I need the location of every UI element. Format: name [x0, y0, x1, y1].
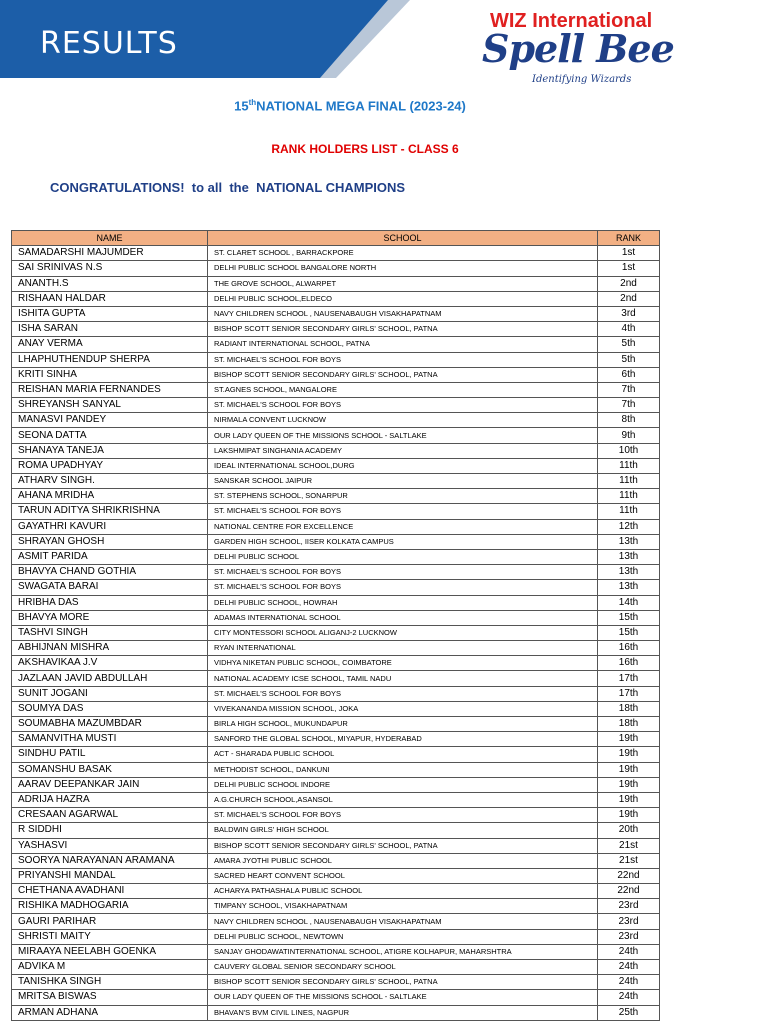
table-row [12, 762, 660, 777]
table-row [12, 701, 660, 716]
cell-name: HRIBHA DAS [12, 595, 208, 610]
cell-name: ANANTH.S [12, 276, 208, 291]
cell-name: TARUN ADITYA SHRIKRISHNA [12, 504, 208, 519]
cell-name: RISHIKA MADHOGARIA [12, 899, 208, 914]
cell-name: SINDHU PATIL [12, 747, 208, 762]
cell-rank: 17th [598, 671, 660, 686]
cell-name: LHAPHUTHENDUP SHERPA [12, 352, 208, 367]
cell-school: NIRMALA CONVENT LUCKNOW [208, 413, 598, 428]
table-row [12, 884, 660, 899]
cell-school: RADIANT INTERNATIONAL SCHOOL, PATNA [208, 337, 598, 352]
cell-school: SANSKAR SCHOOL JAIPUR [208, 474, 598, 489]
cell-school: ST. MICHAEL'S SCHOOL FOR BOYS [208, 686, 598, 701]
cell-school: ST. MICHAEL'S SCHOOL FOR BOYS [208, 808, 598, 823]
table-row [12, 717, 660, 732]
table-row [12, 352, 660, 367]
event-title [0, 98, 700, 113]
cell-school: ACHARYA PATHASHALA PUBLIC SCHOOL [208, 884, 598, 899]
cell-school: SANJAY GHODAWATINTERNATIONAL SCHOOL, ATIGRE KOLHAPUR, MAHARSHTRA [208, 944, 598, 959]
cell-name: CHETHANA AVADHANI [12, 884, 208, 899]
cell-school: DELHI PUBLIC SCHOOL INDORE [208, 777, 598, 792]
cell-name: SHRISTI MAITY [12, 929, 208, 944]
table-row [12, 656, 660, 671]
cell-school: SANFORD THE GLOBAL SCHOOL, MIYAPUR, HYDERABAD [208, 732, 598, 747]
cell-name: AKSHAVIKAA J.V [12, 656, 208, 671]
table-row [12, 474, 660, 489]
cell-school: LAKSHMIPAT SINGHANIA ACADEMY [208, 443, 598, 458]
table-row [12, 944, 660, 959]
cell-school: ST. MICHAEL'S SCHOOL FOR BOYS [208, 352, 598, 367]
table-row [12, 549, 660, 564]
cell-rank: 11th [598, 474, 660, 489]
table-row [12, 853, 660, 868]
cell-school: ST. MICHAEL'S SCHOOL FOR BOYS [208, 565, 598, 580]
cell-rank: 7th [598, 382, 660, 397]
cell-school: THE GROVE SCHOOL, ALWARPET [208, 276, 598, 291]
cell-school: OUR LADY QUEEN OF THE MISSIONS SCHOOL - SALTLAKE [208, 428, 598, 443]
cell-name: GAURI PARIHAR [12, 914, 208, 929]
table-row [12, 306, 660, 321]
table-row [12, 276, 660, 291]
cell-name: ISHITA GUPTA [12, 306, 208, 321]
cell-rank: 17th [598, 686, 660, 701]
cell-school: ST. STEPHENS SCHOOL, SONARPUR [208, 489, 598, 504]
table-row [12, 823, 660, 838]
cell-name: AHANA MRIDHA [12, 489, 208, 504]
cell-name: BHAVYA CHAND GOTHIA [12, 565, 208, 580]
cell-rank: 7th [598, 398, 660, 413]
cell-rank: 2nd [598, 276, 660, 291]
cell-name: ABHIJNAN MISHRA [12, 641, 208, 656]
cell-name: MRITSA BISWAS [12, 990, 208, 1005]
cell-school: BISHOP SCOTT SENIOR SECONDARY GIRLS' SCHOOL, PATNA [208, 367, 598, 382]
cell-rank: 24th [598, 990, 660, 1005]
cell-name: ATHARV SINGH. [12, 474, 208, 489]
table-row [12, 595, 660, 610]
cell-school: ACT - SHARADA PUBLIC SCHOOL [208, 747, 598, 762]
cell-name: ADRIJA HAZRA [12, 792, 208, 807]
table-row [12, 975, 660, 990]
cell-name: TANISHKA SINGH [12, 975, 208, 990]
cell-name: SHANAYA TANEJA [12, 443, 208, 458]
cell-name: SOUMYA DAS [12, 701, 208, 716]
cell-school: ST. CLARET SCHOOL , BARRACKPORE [208, 246, 598, 261]
cell-name: ARMAN ADHANA [12, 1005, 208, 1020]
table-row [12, 990, 660, 1005]
cell-rank: 13th [598, 565, 660, 580]
header-rank: RANK [598, 231, 660, 246]
cell-school: BALDWIN GIRLS' HIGH SCHOOL [208, 823, 598, 838]
table-row [12, 443, 660, 458]
cell-rank: 21st [598, 838, 660, 853]
cell-rank: 4th [598, 322, 660, 337]
table-row [12, 625, 660, 640]
cell-name: R SIDDHI [12, 823, 208, 838]
header-name: NAME [12, 231, 208, 246]
cell-school: DELHI PUBLIC SCHOOL,ELDECO [208, 291, 598, 306]
cell-school: BISHOP SCOTT SENIOR SECONDARY GIRLS' SCHOOL, PATNA [208, 975, 598, 990]
cell-rank: 18th [598, 717, 660, 732]
results-banner [0, 0, 420, 78]
cell-school: BIRLA HIGH SCHOOL, MUKUNDAPUR [208, 717, 598, 732]
cell-school: AMARA JYOTHI PUBLIC SCHOOL [208, 853, 598, 868]
cell-rank: 20th [598, 823, 660, 838]
cell-rank: 5th [598, 352, 660, 367]
table-row [12, 428, 660, 443]
cell-school: NAVY CHILDREN SCHOOL , NAUSENABAUGH VISAKHAPATNAM [208, 914, 598, 929]
cell-rank: 23rd [598, 929, 660, 944]
cell-school: DELHI PUBLIC SCHOOL BANGALORE NORTH [208, 261, 598, 276]
cell-name: KRITI SINHA [12, 367, 208, 382]
cell-rank: 21st [598, 853, 660, 868]
cell-rank: 2nd [598, 291, 660, 306]
banner-title: RESULTS [40, 26, 178, 61]
cell-rank: 22nd [598, 884, 660, 899]
cell-school: GARDEN HIGH SCHOOL, IISER KOLKATA CAMPUS [208, 534, 598, 549]
cell-name: ASMIT PARIDA [12, 549, 208, 564]
cell-rank: 19th [598, 732, 660, 747]
cell-rank: 15th [598, 610, 660, 625]
cell-rank: 11th [598, 458, 660, 473]
cell-rank: 16th [598, 656, 660, 671]
table-row [12, 899, 660, 914]
cell-name: TASHVI SINGH [12, 625, 208, 640]
cell-rank: 23rd [598, 899, 660, 914]
cell-name: AARAV DEEPANKAR JAIN [12, 777, 208, 792]
cell-school: METHODIST SCHOOL, DANKUNI [208, 762, 598, 777]
cell-school: RYAN INTERNATIONAL [208, 641, 598, 656]
table-row [12, 261, 660, 276]
table-row [12, 671, 660, 686]
cell-rank: 5th [598, 337, 660, 352]
cell-name: CRESAAN AGARWAL [12, 808, 208, 823]
cell-rank: 19th [598, 808, 660, 823]
cell-name: SHRAYAN GHOSH [12, 534, 208, 549]
cell-rank: 19th [598, 747, 660, 762]
cell-school: VIVEKANANDA MISSION SCHOOL, JOKA [208, 701, 598, 716]
cell-rank: 6th [598, 367, 660, 382]
cell-rank: 12th [598, 519, 660, 534]
table-row [12, 1005, 660, 1020]
cell-school: A.G.CHURCH SCHOOL,ASANSOL [208, 792, 598, 807]
cell-school: OUR LADY QUEEN OF THE MISSIONS SCHOOL - SALTLAKE [208, 990, 598, 1005]
cell-name: SHREYANSH SANYAL [12, 398, 208, 413]
cell-rank: 10th [598, 443, 660, 458]
table-row [12, 367, 660, 382]
table-row [12, 322, 660, 337]
table-row [12, 565, 660, 580]
cell-rank: 18th [598, 701, 660, 716]
table-row [12, 398, 660, 413]
cell-name: REISHAN MARIA FERNANDES [12, 382, 208, 397]
table-row [12, 747, 660, 762]
cell-rank: 3rd [598, 306, 660, 321]
cell-name: ANAY VERMA [12, 337, 208, 352]
cell-name: MANASVI PANDEY [12, 413, 208, 428]
table-row [12, 489, 660, 504]
cell-school: BHAVAN'S BVM CIVIL LINES, NAGPUR [208, 1005, 598, 1020]
cell-rank: 11th [598, 489, 660, 504]
table-row [12, 534, 660, 549]
event-number: 15 [234, 98, 249, 114]
cell-name: SEONA DATTA [12, 428, 208, 443]
cell-rank: 19th [598, 777, 660, 792]
cell-name: MIRAAYA NEELABH GOENKA [12, 944, 208, 959]
cell-name: GAYATHRI KAVURI [12, 519, 208, 534]
cell-name: ISHA SARAN [12, 322, 208, 337]
logo-main-text: Spell Bee [482, 26, 674, 71]
cell-rank: 25th [598, 1005, 660, 1020]
cell-school: CAUVERY GLOBAL SENIOR SECONDARY SCHOOL [208, 960, 598, 975]
cell-school: NATIONAL ACADEMY ICSE SCHOOL, TAMIL NADU [208, 671, 598, 686]
cell-school: BISHOP SCOTT SENIOR SECONDARY GIRLS' SCHOOL, PATNA [208, 322, 598, 337]
logo-tagline: Identifying Wizards [532, 74, 632, 85]
list-title: RANK HOLDERS LIST - CLASS 6 [271, 142, 459, 156]
cell-rank: 22nd [598, 868, 660, 883]
table-header-row [12, 231, 660, 246]
table-row [12, 291, 660, 306]
cell-name: SOORYA NARAYANAN ARAMANA [12, 853, 208, 868]
cell-name: RISHAAN HALDAR [12, 291, 208, 306]
cell-rank: 1st [598, 246, 660, 261]
cell-school: ST. MICHAEL'S SCHOOL FOR BOYS [208, 398, 598, 413]
cell-name: ADVIKA M [12, 960, 208, 975]
cell-name: BHAVYA MORE [12, 610, 208, 625]
cell-name: SAI SRINIVAS N.S [12, 261, 208, 276]
cell-school: CITY MONTESSORI SCHOOL ALIGANJ-2 LUCKNOW [208, 625, 598, 640]
cell-name: SAMADARSHI MAJUMDER [12, 246, 208, 261]
cell-school: DELHI PUBLIC SCHOOL, HOWRAH [208, 595, 598, 610]
table-row [12, 382, 660, 397]
cell-school: ST.AGNES SCHOOL, MANGALORE [208, 382, 598, 397]
event-ordinal: th [248, 98, 257, 107]
cell-school: TIMPANY SCHOOL, VISAKHAPATNAM [208, 899, 598, 914]
cell-rank: 19th [598, 762, 660, 777]
table-row [12, 838, 660, 853]
cell-school: NATIONAL CENTRE FOR EXCELLENCE [208, 519, 598, 534]
cell-name: SWAGATA BARAI [12, 580, 208, 595]
cell-school: VIDHYA NIKETAN PUBLIC SCHOOL, COIMBATORE [208, 656, 598, 671]
cell-rank: 24th [598, 975, 660, 990]
cell-school: ST. MICHAEL'S SCHOOL FOR BOYS [208, 504, 598, 519]
cell-name: YASHASVI [12, 838, 208, 853]
table-row [12, 580, 660, 595]
table-row [12, 413, 660, 428]
event-name: NATIONAL MEGA FINAL (2023-24) [256, 98, 466, 114]
cell-rank: 13th [598, 534, 660, 549]
cell-school: ADAMAS INTERNATIONAL SCHOOL [208, 610, 598, 625]
cell-rank: 13th [598, 549, 660, 564]
cell-name: ROMA UPADHYAY [12, 458, 208, 473]
cell-rank: 13th [598, 580, 660, 595]
table-row [12, 610, 660, 625]
cell-rank: 8th [598, 413, 660, 428]
cell-rank: 9th [598, 428, 660, 443]
cell-school: IDEAL INTERNATIONAL SCHOOL,DURG [208, 458, 598, 473]
header-school: SCHOOL [208, 231, 598, 246]
table-row [12, 504, 660, 519]
cell-rank: 14th [598, 595, 660, 610]
cell-school: NAVY CHILDREN SCHOOL , NAUSENABAUGH VISAKHAPATNAM [208, 306, 598, 321]
logo-top-text: WIZ International [490, 10, 653, 32]
cell-name: PRIYANSHI MANDAL [12, 868, 208, 883]
cell-name: SAMANVITHA MUSTI [12, 732, 208, 747]
congratulations-message: CONGRATULATIONS! to all the NATIONAL CHAMPIONS [50, 180, 406, 195]
table-row [12, 732, 660, 747]
cell-rank: 1st [598, 261, 660, 276]
table-row [12, 960, 660, 975]
table-row [12, 929, 660, 944]
cell-name: SOMANSHU BASAK [12, 762, 208, 777]
cell-rank: 24th [598, 960, 660, 975]
cell-school: BISHOP SCOTT SENIOR SECONDARY GIRLS' SCHOOL, PATNA [208, 838, 598, 853]
cell-school: SACRED HEART CONVENT SCHOOL [208, 868, 598, 883]
cell-rank: 11th [598, 504, 660, 519]
table-row [12, 686, 660, 701]
table-row [12, 519, 660, 534]
table-row [12, 868, 660, 883]
cell-school: DELHI PUBLIC SCHOOL, NEWTOWN [208, 929, 598, 944]
cell-name: SUNIT JOGANI [12, 686, 208, 701]
cell-rank: 23rd [598, 914, 660, 929]
spell-bee-logo [470, 8, 674, 88]
cell-rank: 19th [598, 792, 660, 807]
cell-rank: 15th [598, 625, 660, 640]
table-row [12, 777, 660, 792]
cell-school: DELHI PUBLIC SCHOOL [208, 549, 598, 564]
table-row [12, 246, 660, 261]
cell-name: SOUMABHA MAZUMBDAR [12, 717, 208, 732]
table-row [12, 792, 660, 807]
cell-school: ST. MICHAEL'S SCHOOL FOR BOYS [208, 580, 598, 595]
table-row [12, 337, 660, 352]
rank-holders-table [11, 230, 660, 1021]
cell-name: JAZLAAN JAVID ABDULLAH [12, 671, 208, 686]
table-row [12, 914, 660, 929]
table-row [12, 641, 660, 656]
cell-rank: 16th [598, 641, 660, 656]
cell-rank: 24th [598, 944, 660, 959]
table-row [12, 458, 660, 473]
table-row [12, 808, 660, 823]
